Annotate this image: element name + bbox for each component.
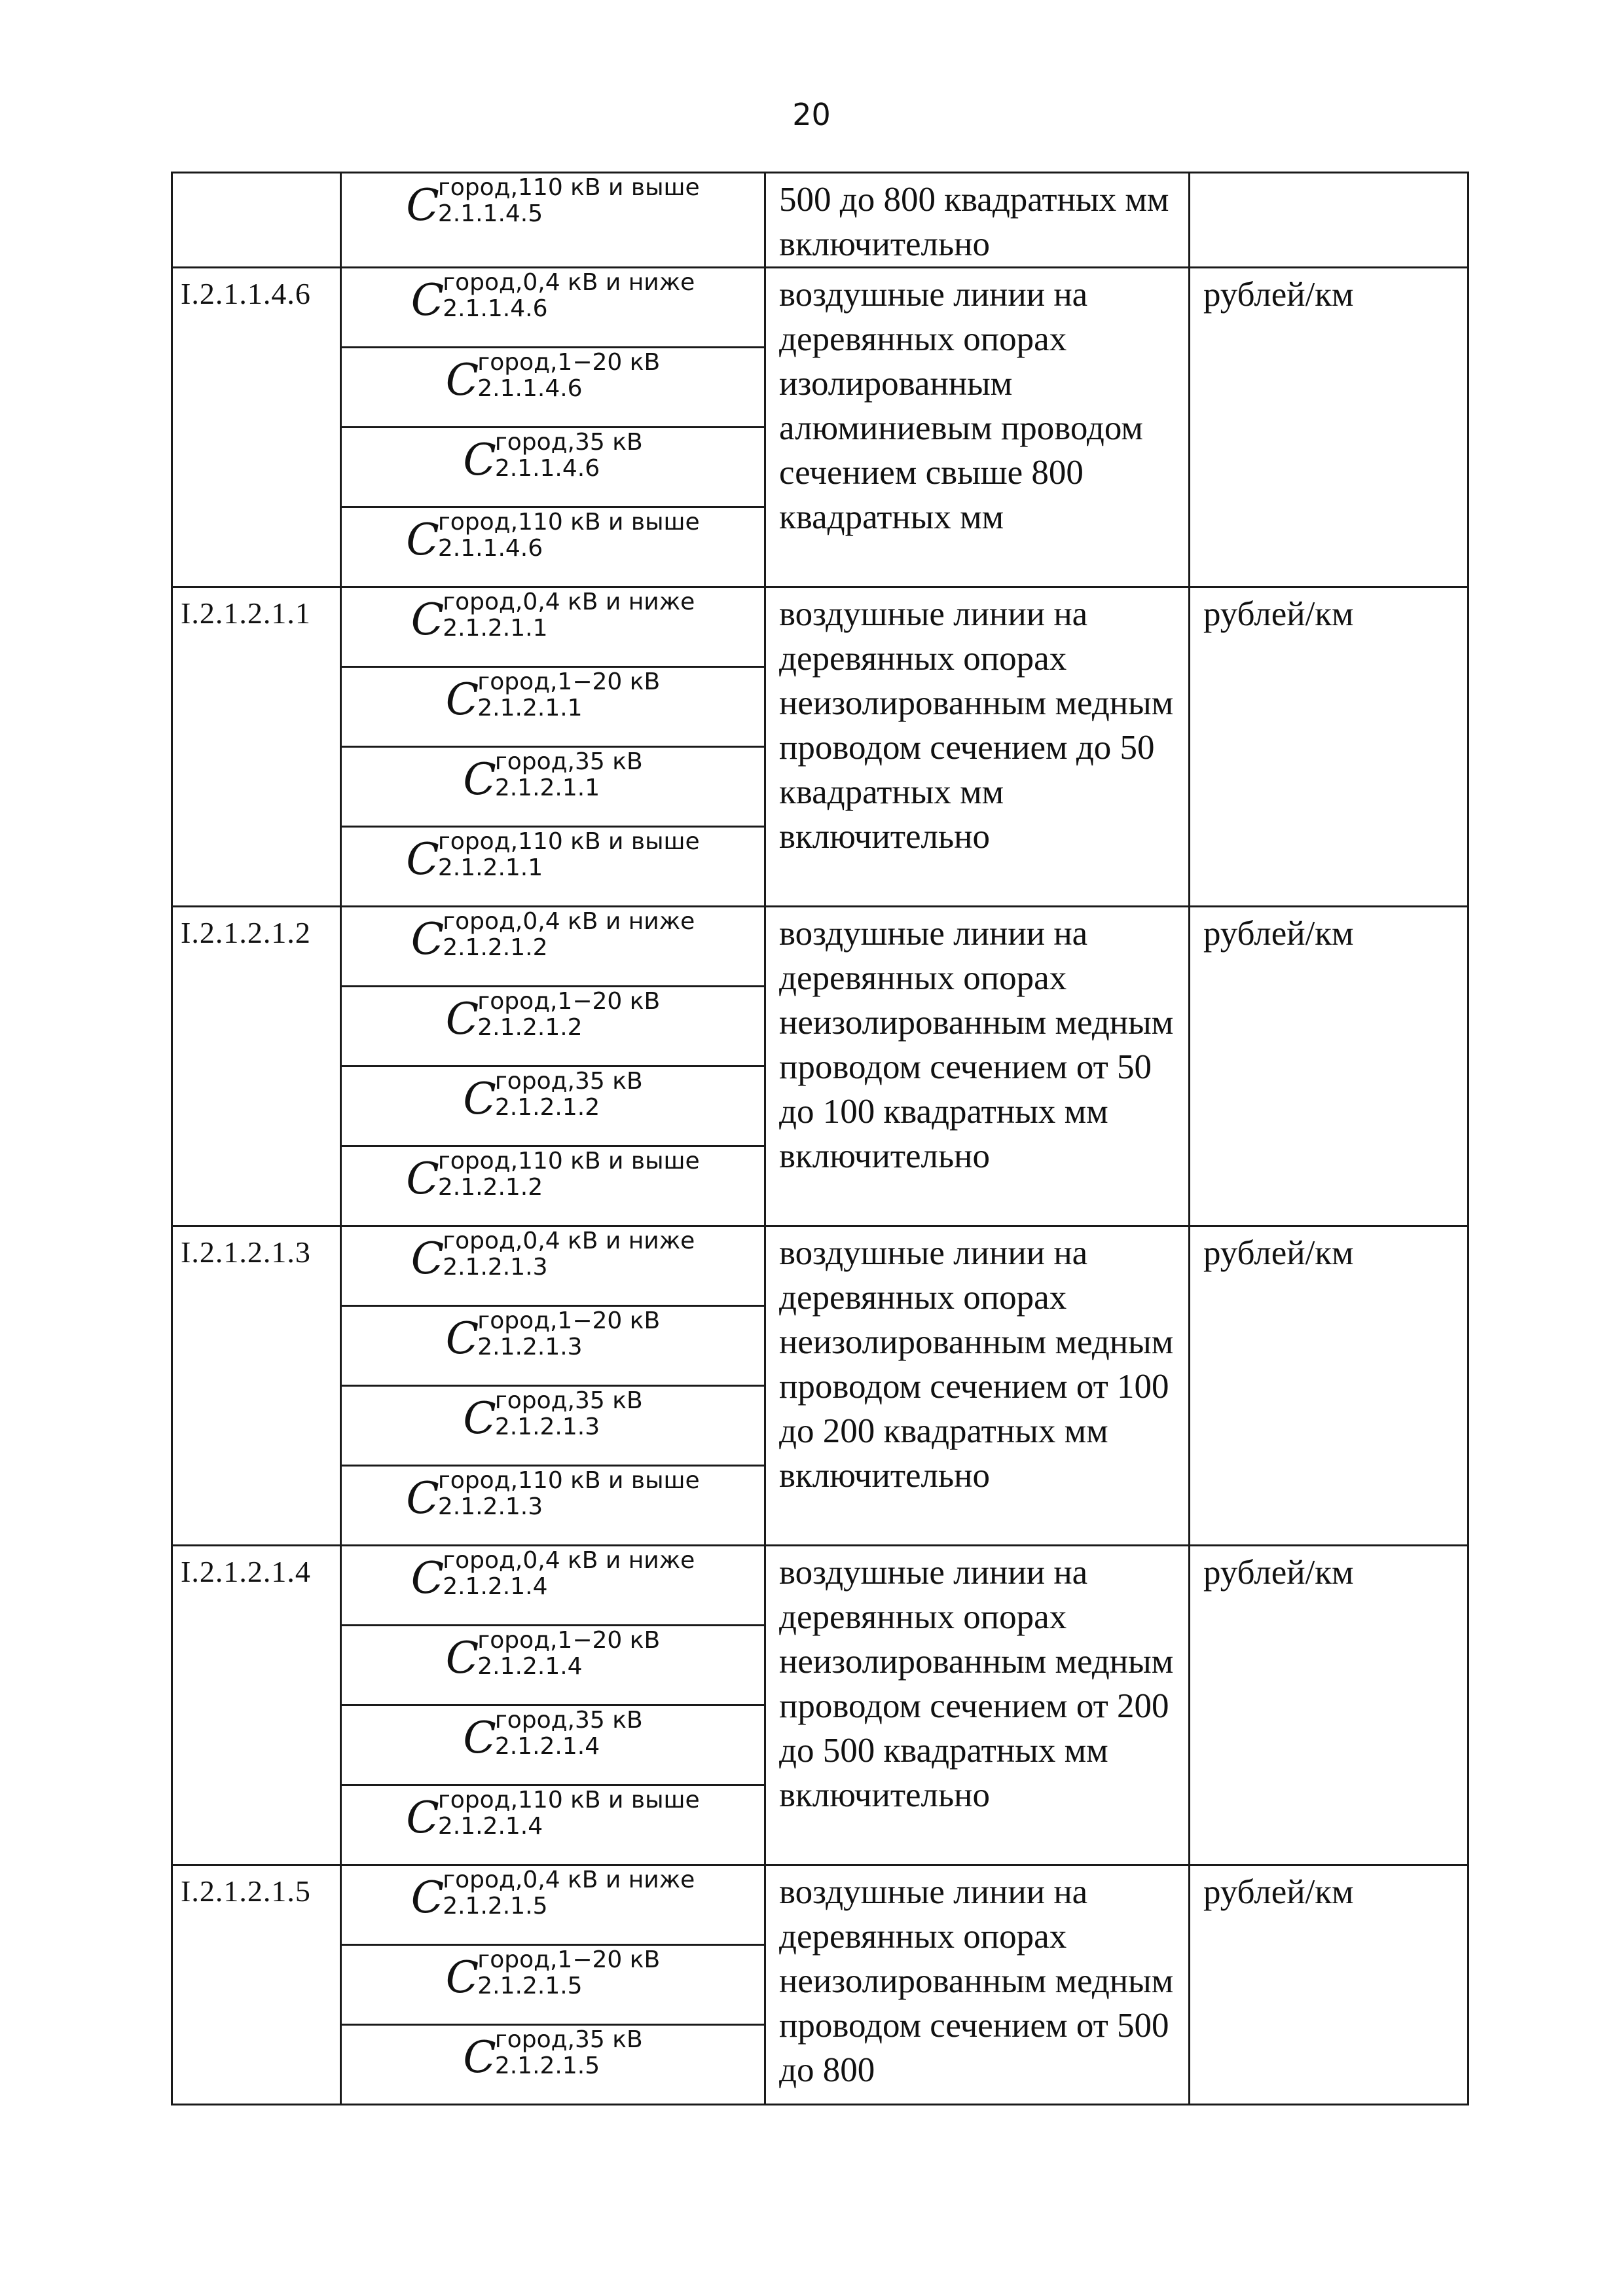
table-row [172, 587, 1468, 667]
formula-superscript: город,1−20 кВ [477, 988, 661, 1015]
formula-superscript: город,35 кВ [494, 1387, 643, 1414]
formula-symbol-c: C [445, 355, 479, 405]
formula-cell [341, 1945, 765, 2025]
item-description: 500 до 800 квадратных мм включительно [765, 173, 1190, 268]
rate-formula [406, 1787, 700, 1843]
item-description: воздушные линии на деревянных опорах неизолированным медным проводом сечением от 100 до 200 квадратных мм включительно [765, 1226, 1190, 1546]
formula-subscript: 2.1.1.4.6 [443, 295, 548, 322]
formula-superscript: город,0,4 кВ и ниже [443, 269, 695, 296]
formula-symbol-c: C [445, 1633, 479, 1683]
item-code: I.2.1.2.1.2 [172, 907, 341, 1226]
formula-symbol-c: C [406, 180, 439, 230]
item-unit: рублей/км [1190, 587, 1468, 907]
formula-symbol-c: C [406, 515, 439, 565]
formula-cell [341, 907, 765, 987]
rate-formula [463, 1707, 643, 1763]
formula-superscript: город,0,4 кВ и ниже [443, 589, 695, 615]
formula-superscript: город,35 кВ [494, 2026, 643, 2053]
formula-cell [341, 1226, 765, 1306]
formula-superscript: город,110 кВ и выше [437, 509, 700, 536]
table-row [172, 173, 1468, 268]
formula-symbol-c: C [406, 1154, 439, 1204]
formula-superscript: город,1−20 кВ [477, 668, 661, 695]
item-unit: рублей/км [1190, 1865, 1468, 2105]
rate-formula [463, 1068, 643, 1124]
item-unit: рублей/км [1190, 907, 1468, 1226]
formula-superscript: город,0,4 кВ и ниже [443, 1867, 695, 1893]
formula-superscript: город,1−20 кВ [477, 1627, 661, 1654]
formula-symbol-c: C [463, 1713, 496, 1763]
item-code: I.2.1.2.1.3 [172, 1226, 341, 1546]
item-unit: рублей/км [1190, 1546, 1468, 1865]
formula-subscript: 2.1.2.1.1 [494, 774, 600, 801]
formula-superscript: город,35 кВ [494, 1707, 643, 1734]
formula-subscript: 2.1.2.1.5 [443, 1893, 548, 1920]
item-code: I.2.1.2.1.4 [172, 1546, 341, 1865]
formula-cell [341, 1466, 765, 1546]
item-code: I.2.1.1.4.6 [172, 268, 341, 587]
formula-superscript: город,35 кВ [494, 429, 643, 456]
formula-superscript: город,35 кВ [494, 748, 643, 775]
formula-subscript: 2.1.2.1.4 [477, 1653, 583, 1680]
formula-subscript: 2.1.1.4.5 [437, 200, 543, 227]
item-description: воздушные линии на деревянных опорах неизолированным медным проводом сечением от 500 до 800 [765, 1865, 1190, 2105]
rate-formula [410, 1228, 695, 1284]
formula-superscript: город,0,4 кВ и ниже [443, 1547, 695, 1574]
rate-formula [410, 269, 695, 325]
page-number: 20 [792, 97, 831, 132]
formula-cell [341, 1705, 765, 1785]
formula-cell [341, 268, 765, 348]
formula-symbol-c: C [463, 754, 496, 805]
formula-symbol-c: C [463, 1393, 496, 1444]
rate-formula [410, 1547, 695, 1603]
formula-cell [341, 1146, 765, 1226]
formula-symbol-c: C [410, 1872, 445, 1923]
formula-cell [341, 987, 765, 1066]
formula-symbol-c: C [463, 2032, 496, 2083]
rate-formula [406, 828, 700, 884]
formula-symbol-c: C [410, 1233, 445, 1284]
formula-symbol-c: C [463, 1074, 496, 1124]
formula-cell [341, 1066, 765, 1146]
item-description: воздушные линии на деревянных опорах неизолированным медным проводом сечением до 50 квадратных мм включительно [765, 587, 1190, 907]
rate-formula [445, 1627, 661, 1683]
formula-symbol-c: C [406, 1473, 439, 1523]
formula-subscript: 2.1.2.1.3 [443, 1254, 548, 1281]
formula-cell [341, 1306, 765, 1386]
formula-cell [341, 348, 765, 428]
formula-symbol-c: C [406, 1793, 439, 1843]
formula-superscript: город,0,4 кВ и ниже [443, 908, 695, 935]
formula-superscript: город,35 кВ [494, 1068, 643, 1095]
formula-symbol-c: C [410, 275, 445, 325]
formula-symbol-c: C [410, 1553, 445, 1603]
formula-superscript: город,110 кВ и выше [437, 828, 700, 855]
rate-formula [445, 1946, 661, 2003]
rate-formula [406, 509, 700, 565]
formula-superscript: город,1−20 кВ [477, 1307, 661, 1334]
formula-subscript: 2.1.1.4.6 [477, 375, 583, 402]
formula-cell [341, 428, 765, 507]
formula-symbol-c: C [445, 674, 479, 725]
formula-subscript: 2.1.2.1.1 [437, 854, 543, 881]
formula-subscript: 2.1.2.1.2 [494, 1094, 600, 1121]
formula-cell [341, 1865, 765, 1945]
formula-subscript: 2.1.2.1.4 [443, 1573, 548, 1600]
rate-formula [406, 1148, 700, 1204]
table-row [172, 1865, 1468, 1945]
rate-formula [463, 2026, 643, 2083]
formula-superscript: город,1−20 кВ [477, 1946, 661, 1973]
formula-cell [341, 827, 765, 907]
formula-superscript: город,0,4 кВ и ниже [443, 1228, 695, 1254]
rate-formula [410, 1867, 695, 1923]
rate-formula [406, 1467, 700, 1523]
formula-subscript: 2.1.2.1.4 [494, 1733, 600, 1760]
formula-subscript: 2.1.1.4.6 [494, 455, 600, 482]
rate-formula [445, 349, 661, 405]
formula-superscript: город,110 кВ и выше [437, 1148, 700, 1175]
formula-symbol-c: C [445, 994, 479, 1044]
formula-cell [341, 1386, 765, 1466]
item-description: воздушные линии на деревянных опорах неизолированным медным проводом сечением от 200 до 500 квадратных мм включительно [765, 1546, 1190, 1865]
formula-cell [341, 173, 765, 268]
table-row [172, 907, 1468, 987]
rate-formula [463, 748, 643, 805]
item-code [172, 173, 341, 268]
rate-formula [445, 1307, 661, 1364]
formula-subscript: 2.1.2.1.2 [477, 1014, 583, 1041]
formula-cell [341, 2025, 765, 2105]
formula-cell [341, 1785, 765, 1865]
formula-subscript: 2.1.2.1.5 [477, 1973, 583, 1999]
item-unit: рублей/км [1190, 1226, 1468, 1546]
item-description: воздушные линии на деревянных опорах неизолированным медным проводом сечением от 50 до 100 квадратных мм включительно [765, 907, 1190, 1226]
formula-cell [341, 667, 765, 747]
table-row [172, 268, 1468, 348]
formula-symbol-c: C [406, 834, 439, 884]
formula-subscript: 2.1.2.1.2 [443, 934, 548, 961]
rate-formula [410, 589, 695, 645]
formula-cell [341, 747, 765, 827]
formula-cell [341, 507, 765, 587]
formula-symbol-c: C [445, 1952, 479, 2003]
item-unit [1190, 173, 1468, 268]
formula-symbol-c: C [410, 914, 445, 964]
formula-cell [341, 1626, 765, 1705]
formula-subscript: 2.1.2.1.2 [437, 1174, 543, 1201]
formula-superscript: город,110 кВ и выше [437, 174, 700, 201]
item-unit: рублей/км [1190, 268, 1468, 587]
rate-formula [445, 988, 661, 1044]
rate-formula [445, 668, 661, 725]
formula-superscript: город,110 кВ и выше [437, 1467, 700, 1494]
formula-symbol-c: C [410, 594, 445, 645]
formula-subscript: 2.1.1.4.6 [437, 535, 543, 562]
rate-formula [463, 1387, 643, 1444]
formula-subscript: 2.1.2.1.3 [494, 1413, 600, 1440]
formula-symbol-c: C [445, 1313, 479, 1364]
tariff-table [171, 172, 1469, 2105]
item-code: I.2.1.2.1.1 [172, 587, 341, 907]
formula-cell [341, 587, 765, 667]
formula-subscript: 2.1.2.1.5 [494, 2052, 600, 2079]
table-row [172, 1546, 1468, 1626]
item-code: I.2.1.2.1.5 [172, 1865, 341, 2105]
rate-formula [406, 174, 700, 230]
rate-formula [463, 429, 643, 485]
formula-superscript: город,110 кВ и выше [437, 1787, 700, 1813]
formula-subscript: 2.1.2.1.3 [477, 1334, 583, 1360]
formula-subscript: 2.1.2.1.1 [443, 615, 548, 642]
formula-cell [341, 1546, 765, 1626]
formula-subscript: 2.1.2.1.1 [477, 695, 583, 721]
formula-subscript: 2.1.2.1.3 [437, 1493, 543, 1520]
formula-symbol-c: C [463, 435, 496, 485]
formula-superscript: город,1−20 кВ [477, 349, 661, 376]
tariff-table-body [172, 173, 1468, 2105]
table-row [172, 1226, 1468, 1306]
formula-subscript: 2.1.2.1.4 [437, 1813, 543, 1840]
rate-formula [410, 908, 695, 964]
item-description: воздушные линии на деревянных опорах изолированным алюминиевым проводом сечением свыше 800 квадратных мм [765, 268, 1190, 587]
